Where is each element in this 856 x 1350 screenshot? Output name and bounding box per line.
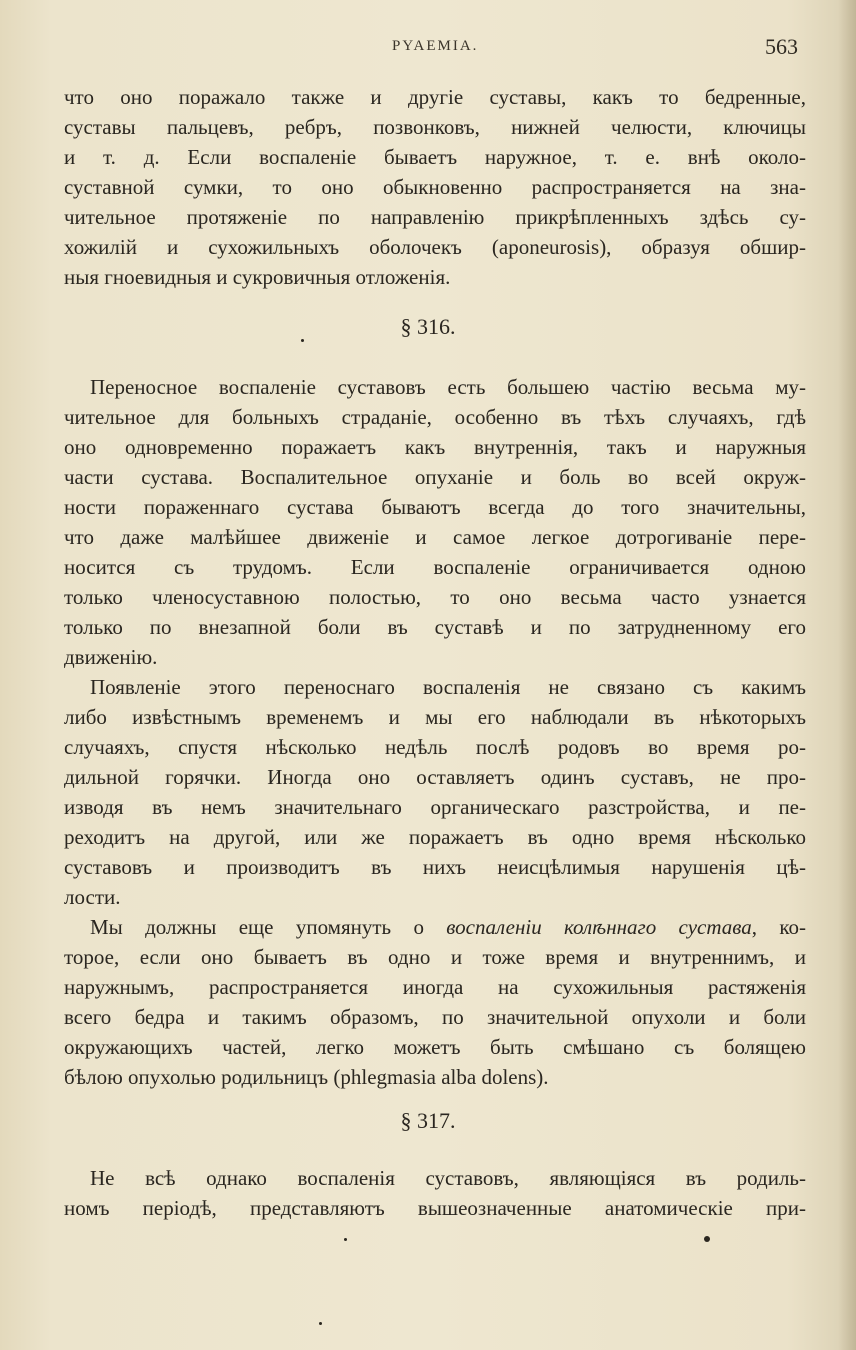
- ink-speck: [319, 1322, 322, 1325]
- text-line: части сустава. Воспалительное опуханіе и боль во всей окруж-: [64, 465, 806, 489]
- text-line: Появленіе этого переноснаго воспаленія не связано съ какимъ: [90, 675, 806, 699]
- section-316-body: [64, 372, 806, 1092]
- page-header: [0, 34, 856, 64]
- text-line: суставовъ и производитъ въ нихъ неисцѣлимыя нарушенія цѣ-: [64, 855, 806, 879]
- paragraph: [64, 912, 806, 1092]
- text-line: лости.: [64, 885, 121, 909]
- page-edge-shadow: [838, 0, 856, 1350]
- text-line: случаяхъ, спустя нѣсколько недѣль послѣ родовъ во время ро-: [64, 735, 806, 759]
- text-line: [64, 912, 806, 942]
- text-line: либо извѣстнымъ временемъ и мы его наблюдали въ нѣкоторыхъ: [64, 705, 806, 729]
- continued-paragraph: [64, 82, 806, 292]
- text-line: окружающихъ частей, легко можетъ быть смѣшано съ болящею: [64, 1035, 806, 1059]
- text-line: изводя въ немъ значительнаго органическаго разстройства, и пе-: [64, 795, 806, 819]
- text-line: реходитъ на другой, или же поражаетъ въ одно время нѣсколько: [64, 825, 806, 849]
- text-line: торое, если оно бываетъ въ одно и тоже время и внутреннимъ, и: [64, 945, 806, 969]
- text-line: только членосуставною полостью, то оно весьма часто узнается: [64, 585, 806, 609]
- text-line: только по внезапной боли въ суставѣ и по затрудненному его: [64, 615, 806, 639]
- section-heading-317: § 317.: [400, 1108, 456, 1133]
- ink-speck: [301, 339, 304, 342]
- text-line: оно одновременно поражаетъ какъ внутреннія, такъ и наружныя: [64, 435, 806, 459]
- ink-speck: [344, 1238, 347, 1241]
- ink-speck: [704, 1236, 710, 1242]
- text-line: хожилій и сухожильныхъ оболочекъ (aponeurosis), образуя обшир-: [64, 235, 806, 259]
- running-title: PYAEMIA.: [392, 38, 479, 54]
- text-run: Мы должны еще упомянуть о: [90, 915, 447, 939]
- text-line: чительное для больныхъ страданіе, особенно въ тѣхъ случаяхъ, гдѣ: [64, 405, 806, 429]
- text-line: что оно поражало также и другіе суставы, какъ то бедренные,: [64, 85, 806, 109]
- page-number: 563: [765, 34, 798, 59]
- section-heading-316: § 316.: [400, 314, 456, 339]
- text-line: ныя гноевидныя и сукровичныя отложенія.: [64, 265, 451, 289]
- text-line: всего бедра и такимъ образомъ, по значительной опухоли и боли: [64, 1005, 806, 1029]
- section-317-body: [64, 1163, 806, 1223]
- text-line: дильной горячки. Иногда оно оставляетъ одинъ суставъ, не про-: [64, 765, 806, 789]
- text-line: суставы пальцевъ, ребръ, позвонковъ, нижней челюсти, ключицы: [64, 115, 806, 139]
- text-line: движенію.: [64, 645, 158, 669]
- text-line: и т. д. Если воспаленіе бываетъ наружное, т. е. внѣ около-: [64, 145, 806, 169]
- text-line: чительное протяженіе по направленію прикрѣпленныхъ здѣсь су-: [64, 205, 806, 229]
- text-line: ности пораженнаго сустава бываютъ всегда до того значительны,: [64, 495, 806, 519]
- italic-term: воспаленіи колѣннаго сустава: [446, 915, 752, 939]
- text-run: , ко-: [751, 915, 806, 939]
- text-line: номъ періодѣ, представляютъ вышеозначенные анатомическіе при-: [64, 1196, 806, 1220]
- text-line: что даже малѣйшее движеніе и самое легкое дотрогиваніе пере-: [64, 525, 806, 549]
- text-line: бѣлою опухолью родильницъ (phlegmasia alba dolens).: [64, 1065, 549, 1089]
- text-line: носится съ трудомъ. Если воспаленіе ограничивается одною: [64, 555, 806, 579]
- paragraph: [64, 372, 806, 672]
- text-line: Не всѣ однако воспаленія суставовъ, являющіяся въ родиль-: [90, 1166, 806, 1190]
- paragraph: [64, 672, 806, 912]
- text-line: наружнымъ, распространяется иногда на сухожильныя растяженія: [64, 975, 806, 999]
- text-line: суставной сумки, то оно обыкновенно распространяется на зна-: [64, 175, 806, 199]
- text-line: Переносное воспаленіе суставовъ есть большею частію весьма му-: [90, 375, 806, 399]
